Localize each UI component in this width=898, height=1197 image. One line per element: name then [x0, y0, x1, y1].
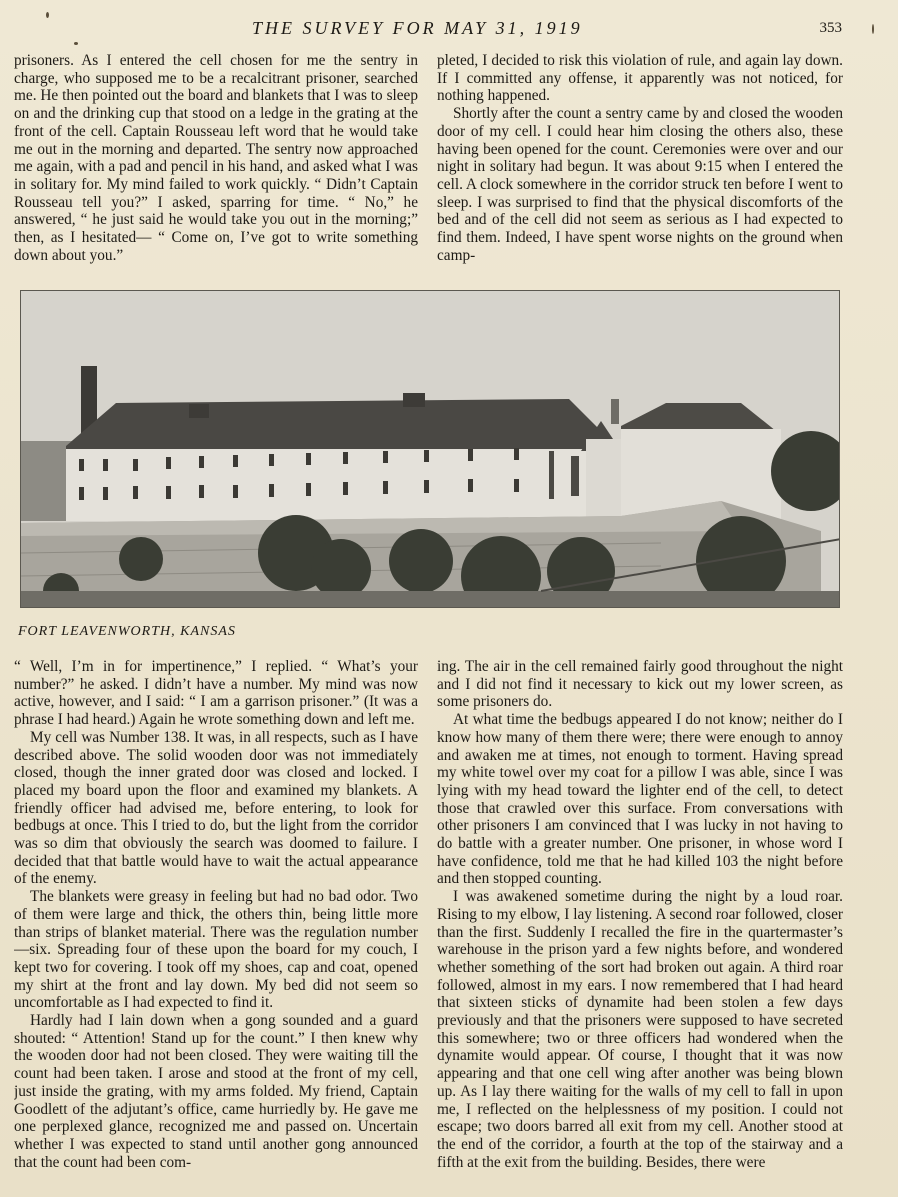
journal-title: THE SURVEY FOR MAY 31, 1919: [252, 18, 583, 38]
paragraph: prisoners. As I entered the cell chosen for me the sentry in charge, who supposed me to be a recalcitrant prisoner, searched me. He then pointed out the board and blankets that I was to sleep on and the drinking cup that stood on a ledge in the grating at the front of the cell. Captain Rousseau left word that he would take me out in the morning and departed. The sentry now approached me again, with a pad and pencil in his hand, and asked what I was in solitary for. My mind failed to work quickly. “ Didn’t Captain Rousseau tell you?” I asked, sparring for time. “ No,” he answered, “ he just said he would take you out in the morning;” then, as I hesitated— “ Come on, I’ve got to write something down about you.”: [14, 52, 418, 264]
paragraph: ing. The air in the cell remained fairly good throughout the night and I did not find it necessary to kick out my lower screen, as some prisoners do.: [437, 658, 843, 711]
page-number: 353: [819, 20, 842, 36]
text-column-bottom-right: [437, 658, 843, 1194]
paragraph: “ Well, I’m in for impertinence,” I replied. “ What’s your number?” he asked. I didn’t have a number. My mind was now active, however, and I said: “ I am a garrison prisoner.” (It was a phrase I had heard.) Again he wrote something down and left me.: [14, 658, 418, 729]
ink-speck: [46, 12, 49, 18]
text-column-top-left: [14, 52, 418, 268]
paragraph: My cell was Number 138. It was, in all respects, such as I have described above. The solid wooden door was not immediately closed, though the inner grated door was closed and locked. I placed my board upon the floor and examined my blankets. A friendly officer had advised me, before entering, to look for bedbugs at once. This I tried to do, but the light from the corridor was so dim that obviously the search was doomed to failure. I decided that that battle would have to wait the actual appearance of the enemy.: [14, 728, 418, 888]
paragraph: Shortly after the count a sentry came by and closed the wooden door of my cell. I could hear him closing the others also, these having been opened for the count. Ceremonies were over and our night in solitary had begun. It was about 9:15 when I entered the cell. A clock somewhere in the corridor struck ten before I went to sleep. I was surprised to find that the physical discomforts of the bed and of the cell did not seem as serious as I had expected to find them. Indeed, I have spent worse nights on the ground when camp-: [437, 105, 843, 264]
paragraph: At what time the bedbugs appeared I do not know; neither do I know how many of them there were; there were enough to annoy and awaken me at times, not enough to torment. Having spread my white towel over my coat for a pillow I was able, since I was lying with my head toward the lighter end of the cell, to detect those that crawled over this surface. From conversations with other prisoners I am convinced that I was lucky in not having to do battle with a greater number. One prisoner, in whose word I have confidence, told me that he had killed 103 the night before and then stopped counting.: [437, 711, 843, 888]
text-column-top-right: [437, 52, 843, 268]
ink-speck: [872, 24, 874, 34]
prison-building-illustration: [21, 291, 840, 608]
photo-caption: FORT LEAVENWORTH, KANSAS: [18, 624, 236, 639]
paragraph: I was awakened sometime during the night by a loud roar. Rising to my elbow, I lay listening. A second roar followed, closer than the first. Suddenly I recalled the fire in the quartermaster’s warehouse in the prison yard a few nights before, and wondered whether something of the sort had broken out again. A third roar followed, almost in my ears. I now remembered that I had heard that sixteen sticks of dynamite had been stolen a few days previously and that the prisoners were supposed to have secreted this somewhere; two or three officers had wondered when the dynamite would appear. Of course, I thought that it was now appearing and that one cell wing after another was being blown up. As I lay there waiting for the walls of my cell to fall in upon me, I reflected on the helplessness of my position. I could not escape; two doors barred all exit from my cell. Another stood at the end of the corridor, a fourth at the top of the stairway and a fifth at the exit from the building. Besides, there were: [437, 888, 843, 1171]
ink-speck: [74, 42, 78, 45]
text-column-bottom-left: [14, 658, 418, 1194]
paragraph: pleted, I decided to risk this violation of rule, and again lay down. If I committed any offense, it apparently was not noticed, for nothing happened.: [437, 52, 843, 105]
prison-photograph: [20, 290, 840, 608]
running-header: [0, 16, 898, 44]
paragraph: Hardly had I lain down when a gong sounded and a guard shouted: “ Attention! Stand up for the count.” I then knew why the wooden door had not been closed. They were waiting till the count had been taken. I arose and stood at the front of my cell, just inside the grating, with my arms folded. My friend, Captain Goodlett of the adjutant’s office, came hurriedly by. He gave me one perplexed glance, recognized me and passed on. Uncertain whether I was expected to stand until another gong announced that the count had been com-: [14, 1012, 418, 1171]
paragraph: The blankets were greasy in feeling but had no bad odor. Two of them were large and thick, the others thin, being little more than strips of blanket material. There was the regulation number—six. Spreading four of these upon the board for my couch, I kept two for covering. I took off my shoes, cap and coat, opened my shirt at the front and lay down. My bed did not seem so uncomfortable as I had expected to find it.: [14, 888, 418, 1012]
